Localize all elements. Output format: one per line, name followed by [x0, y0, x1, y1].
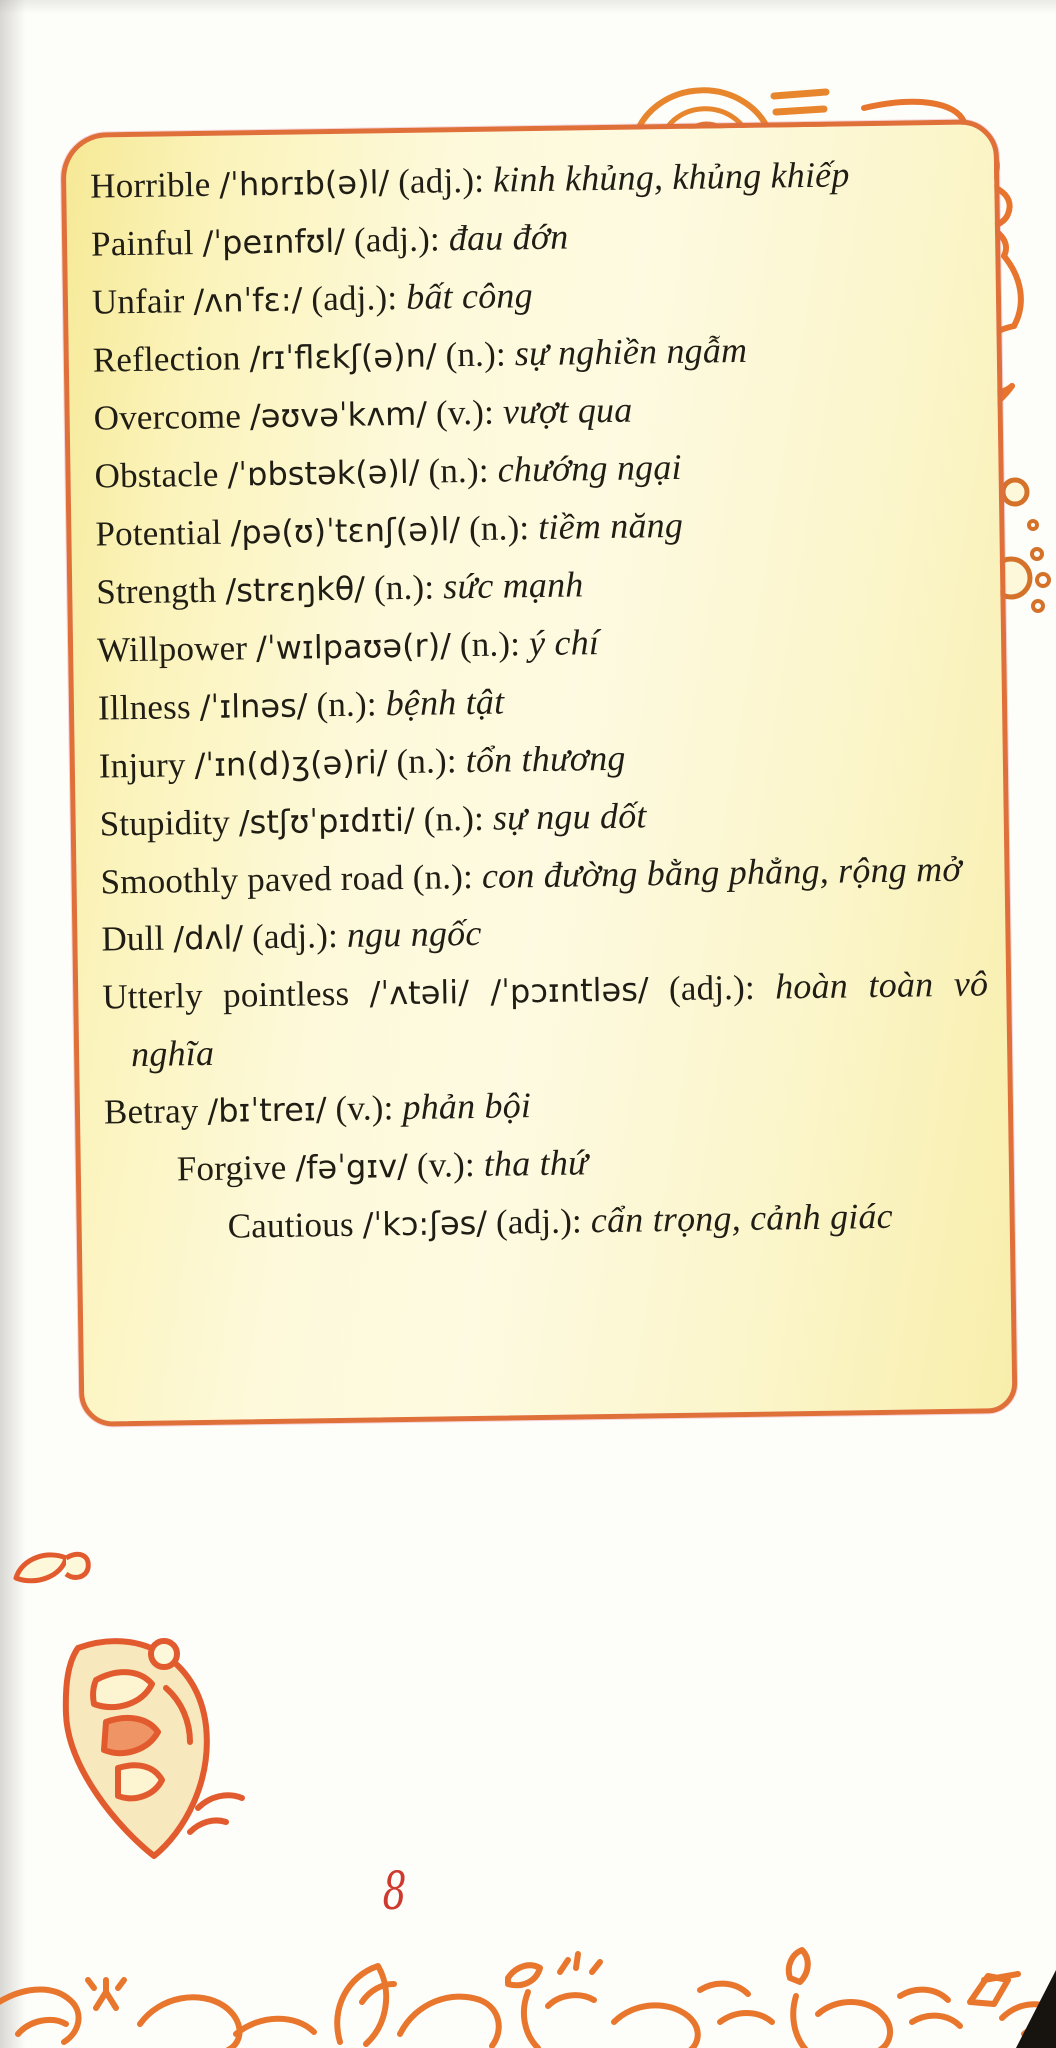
- page-number: 8: [382, 1862, 407, 1922]
- vocab-entry: [102, 955, 990, 1083]
- part-of-speech: (adj.):: [397, 160, 485, 202]
- part-of-speech: (v.):: [335, 1088, 394, 1129]
- vietnamese-meaning: cẩn trọng, cảnh giác: [590, 1195, 894, 1241]
- part-of-speech: (v.):: [416, 1144, 476, 1185]
- lemon-slice-icon: [48, 1618, 248, 1868]
- ipa-pronunciation: /strɛŋkθ/: [225, 569, 366, 610]
- ipa-pronunciation: /ˈpeɪnfʊl/: [202, 221, 346, 262]
- vietnamese-meaning: hoàn toàn vô nghĩa: [130, 963, 989, 1075]
- vietnamese-meaning: đau đớn: [448, 216, 569, 259]
- english-word: Reflection: [92, 338, 241, 380]
- english-word: Unfair: [91, 281, 185, 322]
- ipa-pronunciation: /ˈwɪlpaʊə(r)/: [255, 626, 452, 668]
- ipa-pronunciation: /rɪˈflɛkʃ(ə)n/: [249, 336, 437, 378]
- ipa-pronunciation: /fəˈgɪv/: [295, 1146, 409, 1187]
- ipa-pronunciation: /ˈkɔ:ʃəs/: [362, 1203, 488, 1244]
- scan-edge-shadow-left: [0, 0, 26, 2048]
- part-of-speech: (n.):: [396, 741, 458, 782]
- english-word: Forgive: [176, 1147, 287, 1189]
- ipa-pronunciation: /pə(ʊ)ˈtɛnʃ(ə)l/: [230, 510, 461, 552]
- scan-edge-shadow-top: [0, 0, 1056, 14]
- ipa-pronunciation: /dʌl/: [173, 918, 244, 958]
- part-of-speech: (n.):: [412, 856, 474, 897]
- part-of-speech: (n.):: [459, 624, 521, 665]
- ipa-pronunciation: /ˈɒbstək(ə)l/: [227, 452, 420, 494]
- vietnamese-meaning: ý chí: [528, 622, 600, 664]
- ipa-pronunciation: /ˈhɒrɪb(ə)l/: [219, 163, 390, 204]
- vocabulary-panel: [60, 119, 1017, 1427]
- part-of-speech: (adj.):: [251, 916, 339, 957]
- english-word: Willpower: [96, 628, 248, 670]
- ipa-pronunciation: /stʃʊˈpɪdɪti/: [238, 800, 416, 842]
- bottom-border-doodles: [0, 1938, 1056, 2048]
- vietnamese-meaning: phản bội: [402, 1085, 532, 1128]
- vocab-entry: [227, 1186, 992, 1255]
- vietnamese-meaning: con đường bằng phẳng, rộng mở: [481, 848, 963, 896]
- english-word: Strength: [95, 570, 217, 612]
- vietnamese-meaning: kinh khủng, khủng khiếp: [492, 154, 850, 200]
- english-word: Overcome: [93, 396, 242, 438]
- vietnamese-meaning: bệnh tật: [385, 681, 505, 724]
- part-of-speech: (adj.):: [668, 967, 756, 1009]
- vietnamese-meaning: bất công: [405, 275, 534, 317]
- vietnamese-meaning: tha thứ: [483, 1142, 589, 1184]
- english-word: Horrible: [89, 164, 211, 206]
- part-of-speech: (adj.):: [311, 278, 398, 319]
- ipa-pronunciation: /ˈɪn(d)ʒ(ə)ri/: [194, 743, 388, 785]
- ipa-pronunciation: /ˈʌtəli/ /ˈpɔɪntləs/: [369, 970, 649, 1013]
- ipa-pronunciation: /bɪˈtreɪ/: [207, 1090, 327, 1130]
- vietnamese-meaning: ngu ngốc: [346, 912, 482, 955]
- ipa-pronunciation: /ˈɪlnəs/: [199, 686, 308, 727]
- vietnamese-meaning: sức mạnh: [442, 564, 584, 607]
- vocabulary-list: [90, 144, 992, 1257]
- vietnamese-meaning: chướng ngại: [497, 446, 682, 490]
- english-word: Painful: [90, 223, 194, 264]
- english-word: Stupidity: [99, 802, 231, 844]
- part-of-speech: (n.):: [468, 508, 530, 549]
- vietnamese-meaning: sự ngu dốt: [492, 795, 647, 838]
- english-word: Cautious: [227, 1204, 355, 1246]
- english-word: Injury: [98, 745, 186, 786]
- vietnamese-meaning: vượt qua: [502, 389, 633, 432]
- vietnamese-meaning: tiềm năng: [537, 504, 684, 547]
- english-word: Illness: [97, 687, 192, 728]
- part-of-speech: (n.):: [373, 567, 435, 608]
- english-word: Obstacle: [94, 454, 219, 496]
- vietnamese-meaning: sự nghiền ngẫm: [514, 329, 748, 374]
- part-of-speech: (adj.):: [353, 219, 441, 260]
- part-of-speech: (n.):: [316, 684, 378, 725]
- part-of-speech: (adj.):: [495, 1201, 583, 1242]
- part-of-speech: (n.):: [428, 450, 490, 491]
- english-word: Potential: [95, 512, 222, 554]
- ipa-pronunciation: /ʌnˈfɛ:/: [193, 280, 303, 321]
- leaf-icon: [8, 1532, 98, 1602]
- part-of-speech: (n.):: [445, 334, 507, 375]
- english-word: Dull: [101, 918, 165, 959]
- ipa-pronunciation: /əʊvəˈkʌm/: [249, 394, 428, 436]
- english-word: Utterly pointless: [101, 973, 350, 1017]
- english-word: Betray: [103, 1091, 199, 1132]
- part-of-speech: (v.):: [435, 392, 495, 433]
- vietnamese-meaning: tổn thương: [465, 737, 626, 781]
- english-word: Smoothly paved road: [100, 858, 405, 902]
- part-of-speech: (n.):: [423, 798, 485, 839]
- scan-corner-artifact: [1016, 1970, 1056, 2048]
